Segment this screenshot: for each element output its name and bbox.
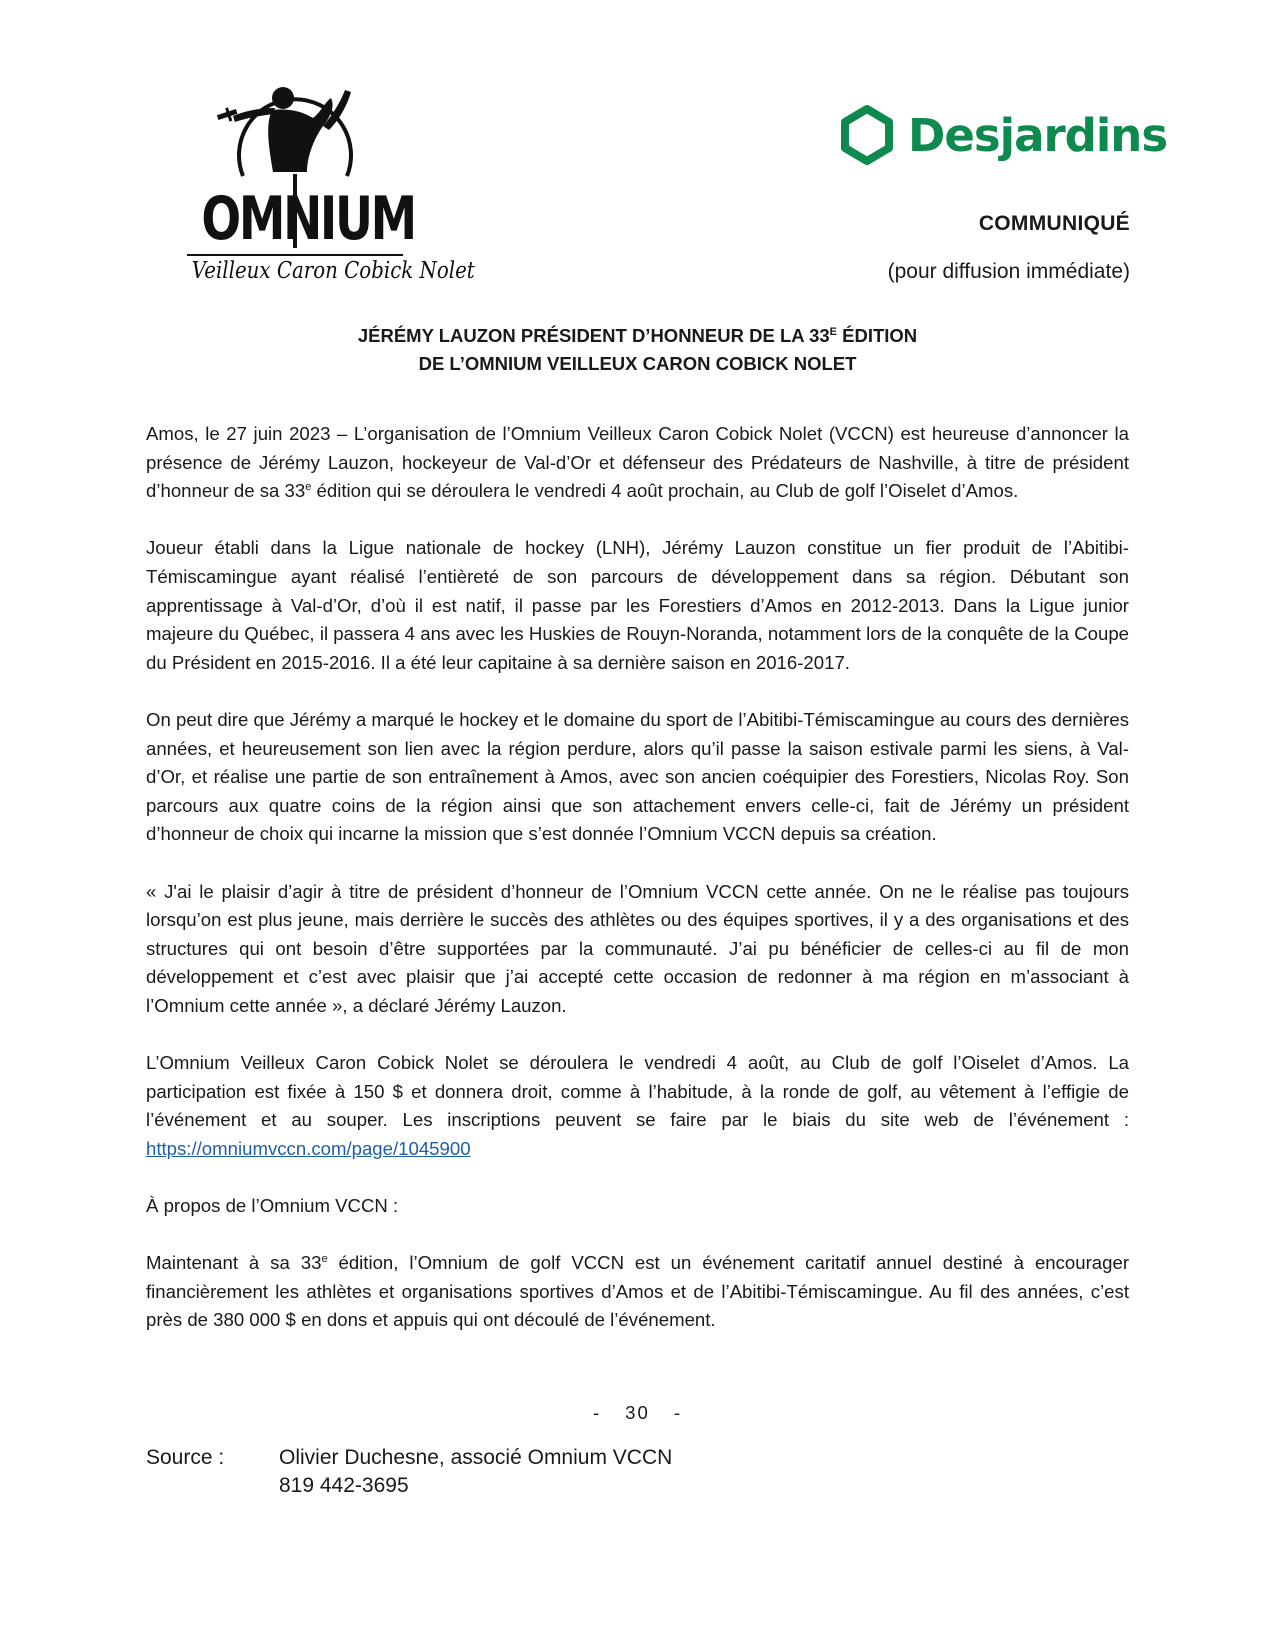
desjardins-logo — [836, 104, 1168, 174]
paragraph-quote: « J'ai le plaisir d’agir à titre de président d’honneur de l’Omnium VCCN cette année. On ne le réalise pas toujours lorsqu’on est plus jeune, mais derrière le succès des athlètes ou des équipes sportives, il y a des organisations et des structures qui ont besoin d’être supportées par la communauté. J’ai pu bénéficier de celles-ci au fil de mon développement et c’est avec plaisir que j’ai accepté cette occasion de redonner à ma région en m’associant à l’Omnium cette année », a déclaré Jérémy Lauzon. — [146, 880, 1129, 1016]
page-number: 30 — [625, 1402, 650, 1423]
source-label: Source : — [146, 1446, 225, 1469]
omnium-logo — [175, 68, 475, 298]
title-line-1: JÉRÉMY LAUZON PRÉSIDENT D’HONNEUR DE LA $33^E$ ÉDITION — [357, 325, 918, 346]
desjardins-wordmark: Desjardins — [908, 109, 1168, 162]
source-phone: 819 442-3695 — [279, 1474, 409, 1497]
logo-divider — [187, 254, 403, 256]
title-line-2: DE L’OMNIUM VEILLEUX CARON COBICK NOLET — [418, 353, 857, 374]
paragraph-intro: Amos, le 27 juin 2023 – L’organisation de l’Omnium Veilleux Caron Cobick Nolet (VCCN) est heureuse d’annoncer la présence de Jérémy Lauzon, hockeyeur de Val-d’Or et défenseur des Prédateurs de Nashville, à titre de président d’honneur de sa 33e édition qui se déroulera le vendredi 4 août prochain, au Club de golf l’Oiselet d’Amos. — [146, 423, 1129, 502]
paragraph-region: On peut dire que Jérémy a marqué le hockey et le domaine du sport de l’Abitibi-Témiscamingue au cours des dernières années, et heureusement son lien avec la région perdure, alors qu’il passe la saison estivale parmi les siens, à Val-d’Or, et réalise une partie de son entraînement à Amos, avec son ancien coéquipier des Forestiers, Nicolas Roy. Son parcours aux quatre coins de la région ainsi que son attachement envers celle-ci, fait de Jérémy un président d’honneur de choix qui incarne la mission que s’est donnée l’Omnium VCCN depuis sa création. — [146, 708, 1129, 845]
paragraph-event: L’Omnium Veilleux Caron Cobick Nolet se déroulera le vendredi 4 août, au Club de golf l’Oiselet d’Amos. La participation est fixée à 150 $ et donnera droit, comme à l’habitude, à la ronde de golf, au vêtement à l’effigie de l’événement et au souper. Les inscriptions peuvent se faire par le biais du site web de l’événement : https://omniumvccn.com/page/1045900 — [146, 1052, 1129, 1159]
press-release-body — [146, 420, 1129, 1364]
press-release-title — [145, 322, 1130, 378]
omnium-wordmark: OMNIUM — [201, 184, 415, 254]
source-name: Olivier Duchesne, associé Omnium VCCN — [279, 1446, 673, 1469]
diffusion-note: (pour diffusion immédiate) — [887, 260, 1130, 283]
paragraph-career: Joueur établi dans la Ligue nationale de hockey (LNH), Jérémy Lauzon constitue un fier produit de l’Abitibi-Témiscamingue ayant réalisé l’entièreté de son parcours de développement dans sa région. Débutant son apprentissage à Val-d’Or, d’où il est natif, il passe par les Forestiers d’Amos en 2012-2013. Dans la Ligue junior majeure du Québec, il passera 4 ans avec les Huskies de Rouyn-Noranda, notamment lors de la conquête de la Coupe du Président en 2015-2016. Il a été leur capitaine à sa dernière saison en 2016-2017. — [146, 537, 1129, 673]
paragraph-about: Maintenant à sa 33e édition, l’Omnium de golf VCCN est un événement caritatif annuel destiné à encourager financièrement les athlètes et organisations sportives d’Amos et de l’Abitibi-Témiscamingue. Au fil des années, c’est près de 380 000 $ en dons et appuis qui ont découlé de l’événement. — [146, 1252, 1130, 1331]
omnium-subtitle: Veilleux Caron Cobick Nolet — [191, 258, 475, 284]
communique-label: COMMUNIQUÉ — [978, 212, 1130, 235]
registration-link[interactable]: https://omniumvccn.com/page/1045900 — [146, 1137, 471, 1159]
hexagon-icon — [836, 104, 898, 166]
about-heading: À propos de l’Omnium VCCN : — [146, 1195, 399, 1217]
end-marker: - 30 - — [592, 1402, 683, 1423]
